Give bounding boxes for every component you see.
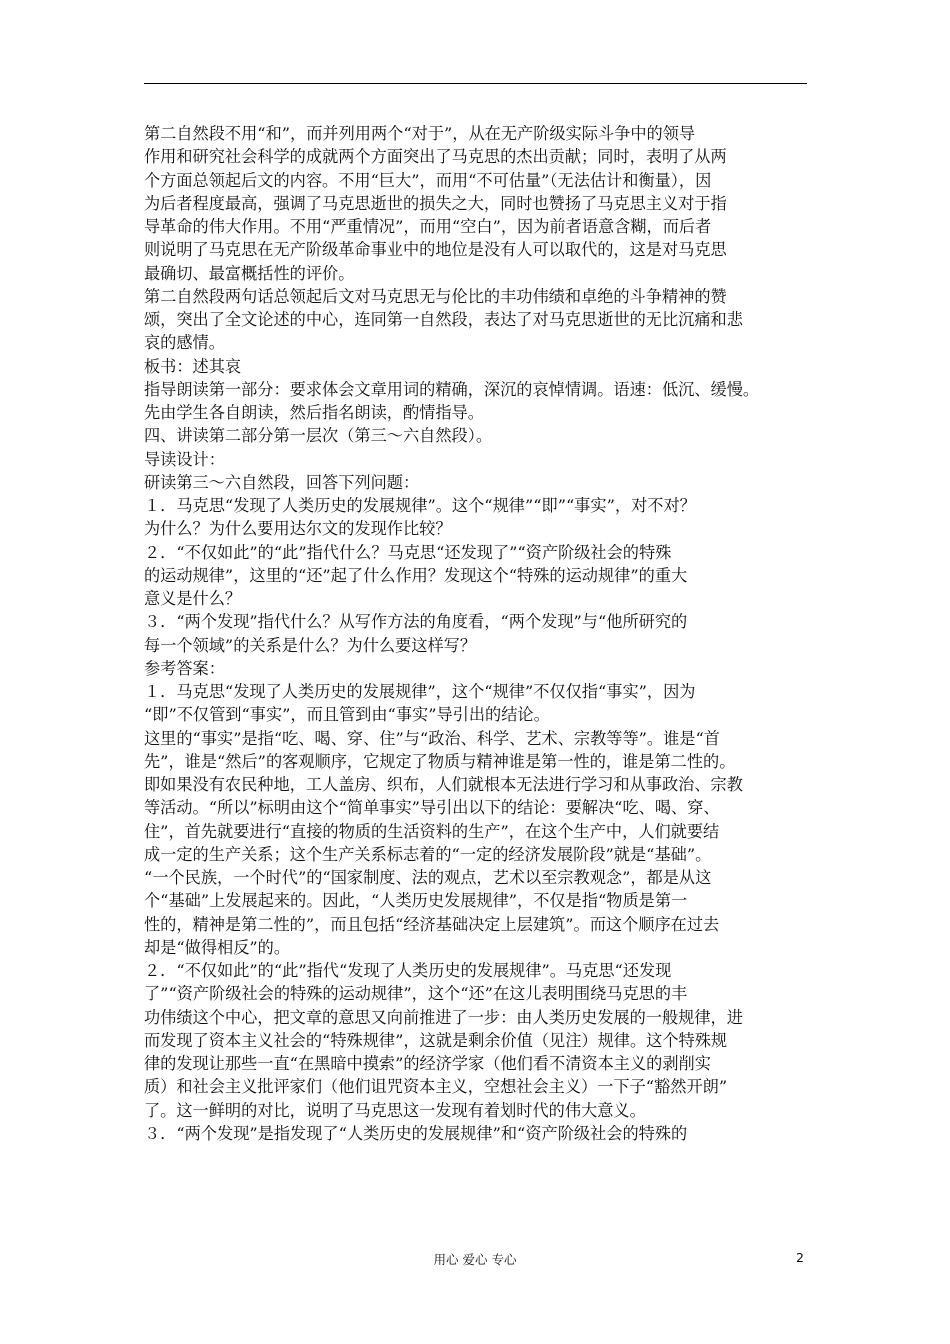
- text-line: 则说明了马克思在无产阶级革命事业中的地位是没有人可以取代的，这是对马克思: [144, 240, 727, 260]
- text-line: 最确切、最富概括性的评价。: [144, 263, 355, 283]
- text-line: 个方面总领起后文的内容。不用“巨大”，而用“不可估量”（无法估计和衡量），因: [144, 170, 712, 190]
- text-line: １．马克思“发现了人类历史的发展规律”，这个“规律”不仅仅指“事实”，因为: [144, 682, 696, 701]
- text-line: 作用和研究社会科学的成就两个方面突出了马克思的杰出贡献；同时，表明了从两: [144, 147, 727, 167]
- text-line: 指导朗读第一部分：要求体会文章用词的精确，深沉的哀悼情调。语速：低沉、缓慢。: [144, 379, 760, 399]
- text-line: 先”，谁是“然后”的客观顺序，它规定了物质与精神谁是第一性的，谁是第二性的。: [144, 751, 736, 771]
- text-line: 四、讲读第二部分第一层次（第三～六自然段）。: [144, 426, 493, 446]
- text-line: 的运动规律”，这里的“还”起了什么作用？发现这个“特殊的运动规律”的重大: [144, 565, 688, 585]
- text-line: 了。这一鲜明的对比，说明了马克思这一发现有着划时代的伟大意义。: [144, 1100, 646, 1120]
- text-line: 而发现了资本主义社会的“特殊规律”，这就是剩余价值（见注）规律。这个特殊规: [144, 1030, 728, 1050]
- text-line: 参考答案：: [144, 658, 225, 678]
- text-line: 等活动。“所以”标明由这个“简单事实”导引出以下的结论：要解决“吃、喝、穿、: [144, 798, 720, 818]
- text-line: 导革命的伟大作用。不用“严重情况”，而用“空白”，因为前者语意含糊，而后者: [144, 217, 712, 236]
- text-line: 律的发现让那些一直“在黑暗中摸索”的经济学家（他们看不清资本主义的剥削实: [144, 1054, 711, 1073]
- text-line: “即”不仅管到“事实”，而且管到由“事实”导引出的结论。: [144, 705, 550, 725]
- footer-slogan: 用心 爱心 专心: [433, 1252, 517, 1267]
- page-number: 2: [796, 1250, 804, 1265]
- text-line: 性的，精神是第二性的”，而且包括“经济基础决定上层建筑”。而这个顺序在过去: [144, 914, 720, 934]
- text-line: 即如果没有农民种地，工人盖房、织布，人们就根本无法进行学习和从事政治、宗教: [144, 775, 743, 794]
- text-line: 住”，首先就要进行“直接的物质的生活资料的生产”，在这个生产中，人们就要结: [144, 821, 720, 841]
- header-rule: [144, 83, 807, 84]
- text-line: 为什么？为什么要用达尔文的发现作比较？: [144, 519, 452, 539]
- text-line: 颂，突出了全文论述的中心，连同第一自然段，表达了对马克思逝世的无比沉痛和悲: [144, 310, 743, 329]
- text-line: 研读第三～六自然段，回答下列问题：: [144, 472, 420, 492]
- text-line: 先由学生各自朗读，然后指名朗读，酌情指导。: [144, 403, 484, 422]
- text-line: 成一定的生产关系；这个生产关系标志着的“一定的经济发展阶段”就是“基础”。: [144, 844, 712, 864]
- text-line: 导读设计：: [144, 449, 225, 469]
- text-line: 第二自然段两句话总领起后文对马克思无与伦比的丰功伟绩和卓绝的斗争精神的赞: [144, 286, 727, 306]
- text-line: 个“基础”上发展起来的。因此，“人类历史发展规律”，不仅是指“物质是第一: [144, 891, 688, 911]
- text-line: 哀的感情。: [144, 333, 225, 353]
- text-line: 这里的“事实”是指“吃、喝、穿、住”与“政治、科学、艺术、宗教等等”。谁是“首: [144, 728, 720, 748]
- text-line: ２．“不仅如此”的“此”指代什么？马克思“还发现了”“资产阶级社会的特殊: [144, 542, 672, 562]
- text-line: 为后者程度最高，强调了马克思逝世的损失之大，同时也赞扬了马克思主义对于指: [144, 193, 727, 213]
- text-line: “一个民族，一个时代”的“国家制度、法的观点，艺术以至宗教观念”，都是从这: [144, 868, 712, 887]
- text-line: ２．“不仅如此”的“此”指代“发现了人类历史的发展规律”。马克思“还发现: [144, 961, 672, 980]
- text-line: 意义是什么？: [144, 589, 242, 608]
- text-line: 了”“资产阶级社会的特殊的运动规律”，这个“还”在这儿表明围绕马克思的丰: [144, 984, 688, 1004]
- text-line: 板书：述其哀: [144, 356, 242, 376]
- text-line: 质）和社会主义批评家们（他们诅咒资本主义，空想社会主义）一下子“豁然开朗”: [144, 1077, 728, 1097]
- body-text: [144, 122, 824, 1145]
- text-line: ３．“两个发现”指代什么？从写作方法的角度看，“两个发现”与“他所研究的: [144, 612, 688, 632]
- text-line: 每一个领域”的关系是什么？为什么要这样写？: [144, 635, 477, 655]
- text-line: １．马克思“发现了人类历史的发展规律”。这个“规律”“即”“事实”，对不对？: [144, 496, 696, 515]
- text-line: 却是“做得相反”的。: [144, 937, 291, 957]
- text-line: 功伟绩这个中心，把文章的意思又向前推进了一步：由人类历史发展的一般规律，进: [144, 1007, 743, 1027]
- text-line: 第二自然段不用“和”，而并列用两个“对于”，从在无产阶级实际斗争中的领导: [144, 124, 696, 143]
- text-line: ３．“两个发现”是指发现了“人类历史的发展规律”和“资产阶级社会的特殊的: [144, 1123, 688, 1143]
